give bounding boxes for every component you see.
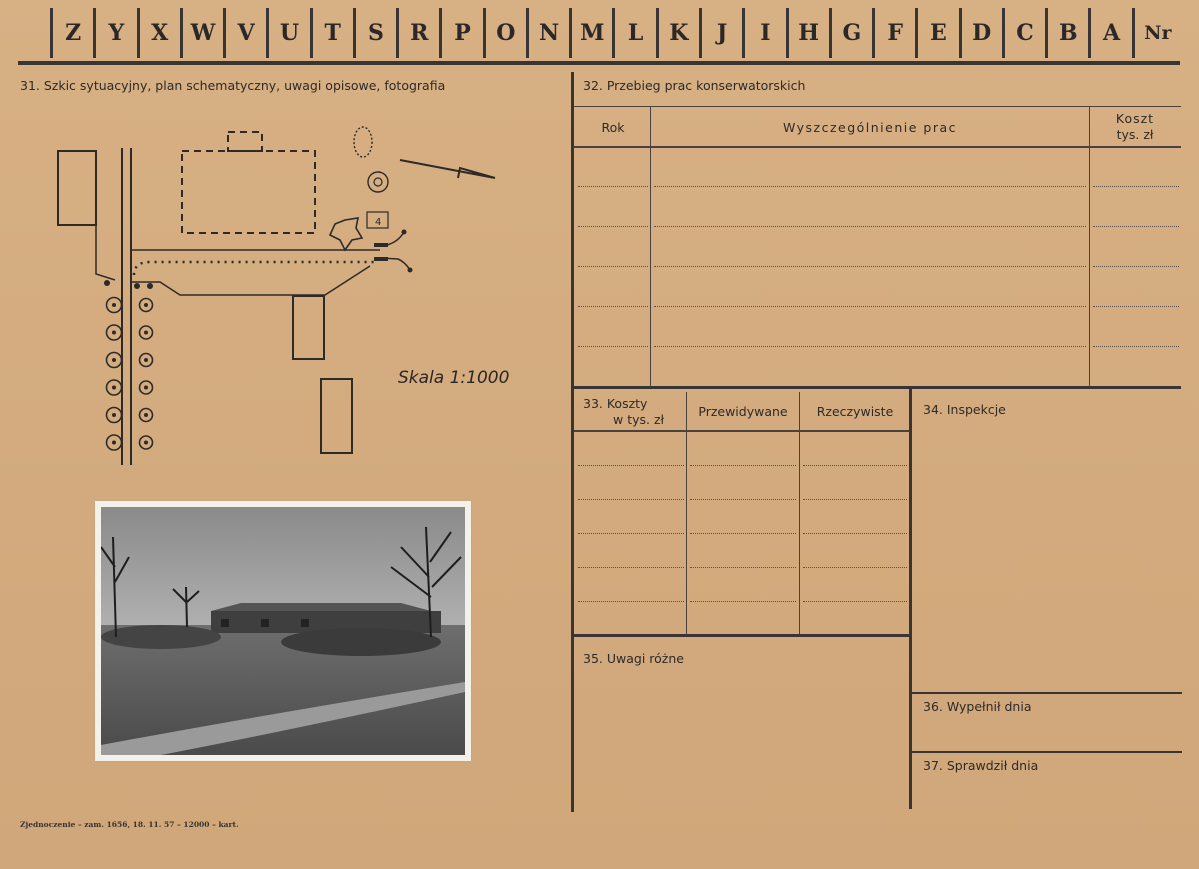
tree-symbol-center [145,359,147,361]
section-31-title: 31. Szkic sytuacyjny, plan schematyczny, uwagi opisowe, fotografia [20,78,446,93]
table32-col-cost-1: Koszt [1115,111,1155,126]
letter-cell: Y [96,8,139,58]
section-35-title: 35. Uwagi różne [583,651,684,666]
column-divider [571,72,574,812]
letter-cell: V [226,8,269,58]
letter-cell: L [615,8,658,58]
section-33-title-2: w tys. zł [613,412,665,427]
table33-row-rule [690,567,796,568]
table33-row-rule [803,465,907,466]
table33-row-rule [690,533,796,534]
letter-cell: Z [53,8,96,58]
section-36-top-rule [912,692,1182,694]
table32-row-rule [654,186,1086,187]
table32-row-rule [578,346,648,347]
table33-row-rule [578,465,684,466]
letter-cell: P [442,8,485,58]
tree-symbol-center [113,441,115,443]
letter-cell: G [832,8,875,58]
table33-row-rule [690,465,796,466]
table33-row-rule [578,533,684,534]
letter-cell: B [1048,8,1091,58]
tree-symbol-center [113,359,115,361]
table33-row-rule [690,601,796,602]
letter-cell: A [1091,8,1134,58]
table32-row-rule [1093,306,1179,307]
letter-cell: J [702,8,745,58]
table32-col-rok: Rok [601,120,625,135]
table32-row-rule [654,346,1086,347]
table32-col-divider-1 [650,106,651,386]
section-36-title: 36. Wypełnił dnia [923,699,1032,714]
letter-cell: S [356,8,399,58]
letter-cell: W [183,8,226,58]
site-photograph [95,501,471,761]
table33-row-rule [690,499,796,500]
tree-symbol-center [145,441,147,443]
letter-cell: R [399,8,442,58]
table32-row-rule [654,226,1086,227]
table33-row-rule [803,601,907,602]
section-37-title: 37. Sprawdził dnia [923,758,1039,773]
right-column-divider [909,389,912,809]
letter-cell: U [269,8,312,58]
tree-symbol-center [145,331,147,333]
table32-row-rule [1093,226,1179,227]
table32-row-rule [654,306,1086,307]
site-sketch [40,110,520,470]
section-33-top-rule [574,386,1181,389]
table33-col-divider-1 [686,392,687,635]
table32-row-rule [578,186,648,187]
section-35-top-rule [574,634,911,637]
letter-cell: X [140,8,183,58]
tree-symbol-center [113,304,115,306]
table33-row-rule [578,567,684,568]
letter-cell: T [313,8,356,58]
table32-row-rule [1093,346,1179,347]
photo-image [101,507,465,755]
table33-col-actual: Rzeczywiste [816,404,894,419]
printer-imprint: Zjednoczenie – zam. 1656, 18. 11. 57 – 12000 – kart. [20,820,239,829]
letter-index-strip [50,8,1181,58]
letter-cell: K [659,8,702,58]
building-left [58,151,96,225]
svg-text:4: 4 [375,217,382,228]
table33-col-divider-2 [799,392,800,635]
table33-header-rule [574,430,910,432]
table33-row-rule [803,533,907,534]
table32-col-divider-2 [1089,106,1090,386]
table32-row-rule [578,266,648,267]
table32-col-desc: Wyszczególnienie prac [782,120,958,135]
table33-row-rule [578,499,684,500]
table33-row-rule [803,567,907,568]
table32-row-rule [1093,266,1179,267]
section-33-title-1: 33. Koszty [583,396,648,411]
table32-row-rule [1093,186,1179,187]
table33-col-planned: Przewidywane [698,404,788,419]
letter-cell: I [745,8,788,58]
letter-cell: O [486,8,529,58]
section-34-title: 34. Inspekcje [923,402,1006,417]
letter-cell: D [962,8,1005,58]
table33-row-rule [803,499,907,500]
table33-row-rule [578,601,684,602]
table32-row-rule [578,306,648,307]
tree-symbol-center [113,414,115,416]
letter-cell: E [918,8,961,58]
table32-row-rule [578,226,648,227]
sketch-scale-note: Skala 1:1000 [398,368,510,388]
header-rule [18,61,1180,65]
tree-symbol-center [145,414,147,416]
table32-row-rule [654,266,1086,267]
tree-symbol-center [145,304,147,306]
letter-cell: H [789,8,832,58]
tree-symbol-center [113,386,115,388]
tree-symbol-center [113,331,115,333]
table32-col-cost-2: tys. zł [1116,127,1154,142]
letter-cell: N [529,8,572,58]
section-32-title: 32. Przebieg prac konserwatorskich [583,78,806,93]
nr-cell: Nr [1144,22,1172,44]
letter-cell: M [572,8,615,58]
tree-symbol-center [145,386,147,388]
letter-cell: F [875,8,918,58]
letter-cell: C [1005,8,1048,58]
section-37-top-rule [912,751,1182,753]
